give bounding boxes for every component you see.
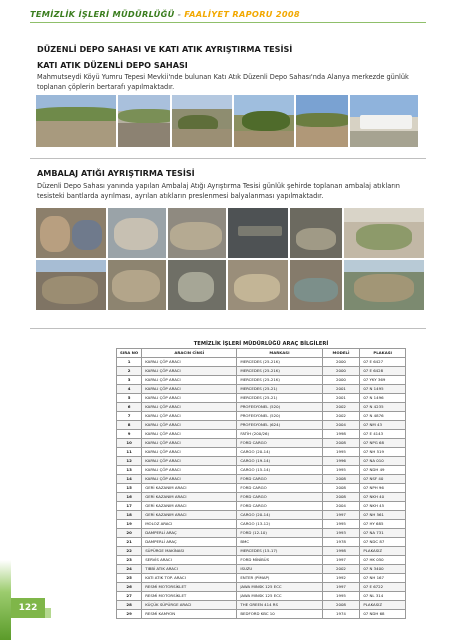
cell-type: RESMİ KAMYON: [142, 610, 237, 619]
table-row: [117, 448, 406, 457]
table-row: [117, 457, 406, 466]
table-row: [117, 466, 406, 475]
table-row: [117, 475, 406, 484]
table-row: [117, 403, 406, 412]
packaging-photo: [108, 260, 166, 310]
cell-model: 2000: [322, 367, 360, 376]
col-header-brand: MARKASI: [237, 349, 322, 358]
cell-no: 12: [117, 457, 142, 466]
cell-plate: 07 HY 685: [360, 520, 406, 529]
cell-no: 2: [117, 367, 142, 376]
cell-no: 27: [117, 592, 142, 601]
cell-brand: FORD (12-10): [237, 529, 322, 538]
page-side-bar: [0, 560, 11, 640]
cell-plate: 07 NM 43: [360, 421, 406, 430]
cell-no: 26: [117, 583, 142, 592]
cell-brand: MERCEDES (25-21): [237, 385, 322, 394]
packaging-photo: [168, 260, 226, 310]
cell-brand: CARGO (13-12): [237, 520, 322, 529]
cell-plate: 07 NA 731: [360, 529, 406, 538]
packaging-description: Düzenli Depo Sahası yanında yapılan Ambalaj Atığı Ayrıştırma Tesisi günlük şehirde toplanan ambalaj atıkların tesisteki bantlarda ayrılması, ayrılan atıkların preslenmesi balyalanması yapılmaktadır.: [37, 182, 400, 200]
cell-brand: BEDFORD KBC 10: [237, 610, 322, 619]
cell-plate: PLAKASIZ: [360, 601, 406, 610]
cell-model: 1995: [322, 448, 360, 457]
table-row: [117, 610, 406, 619]
cell-no: 6: [117, 403, 142, 412]
landfill-photo: [296, 95, 348, 147]
cell-plate: 07 NPH 96: [360, 484, 406, 493]
landfill-photos: [36, 95, 418, 147]
cell-brand: JAWA MINSK 125 ECC: [237, 583, 322, 592]
cell-model: 1995: [322, 466, 360, 475]
cell-model: 1995: [322, 520, 360, 529]
col-header-no: SIRA NO: [117, 349, 142, 358]
cell-type: KAPALI ÇÖP ARACI: [142, 385, 237, 394]
cell-plate: 07 NH 167: [360, 574, 406, 583]
vehicle-table-block: [116, 340, 406, 619]
packaging-photos-row-1: [36, 208, 424, 258]
cell-model: 1992: [322, 574, 360, 583]
table-row: [117, 358, 406, 367]
cell-brand: ISUZU: [237, 565, 322, 574]
cell-plate: 07 NDH 49: [360, 466, 406, 475]
cell-brand: FORD CARGO: [237, 493, 322, 502]
cell-no: 25: [117, 574, 142, 583]
cell-brand: FORD CARGO: [237, 475, 322, 484]
cell-model: 2008: [322, 475, 360, 484]
cell-type: KAPALI ÇÖP ARACI: [142, 448, 237, 457]
packaging-photo: [290, 260, 342, 310]
cell-brand: MERCEDES (25-21K): [237, 358, 322, 367]
cell-plate: 07 NSF 40: [360, 475, 406, 484]
section-title-landfill: DÜZENLİ DEPO SAHASI VE KATI ATIK AYRIŞTIRMA TESİSİ: [37, 44, 293, 54]
cell-plate: 07 NA 010: [360, 457, 406, 466]
cell-type: GERİ KAZANIM ARACI: [142, 502, 237, 511]
cell-plate: 07 NKH 40: [360, 493, 406, 502]
cell-no: 13: [117, 466, 142, 475]
cell-type: KAPALI ÇÖP ARACI: [142, 430, 237, 439]
cell-no: 5: [117, 394, 142, 403]
page-number: 122: [18, 603, 38, 613]
cell-model: 1993: [322, 529, 360, 538]
vehicle-table-body: [117, 358, 406, 619]
cell-brand: CARGO (19-14): [237, 457, 322, 466]
cell-model: 2001: [322, 394, 360, 403]
cell-plate: 07 HK 050: [360, 556, 406, 565]
table-row: [117, 394, 406, 403]
cell-model: 2008: [322, 484, 360, 493]
cell-type: DAMPERLİ ARAÇ: [142, 529, 237, 538]
cell-type: KÜÇÜK SÜPÜRGE ARACI: [142, 601, 237, 610]
packaging-photo: [344, 208, 424, 258]
table-header-row: [117, 349, 406, 358]
table-row: [117, 583, 406, 592]
cell-no: 15: [117, 484, 142, 493]
cell-no: 14: [117, 475, 142, 484]
cell-type: RESMİ MOTORSİKLET: [142, 583, 237, 592]
department-name: TEMİZLİK İŞLERİ MÜDÜRLÜĞÜ: [30, 9, 175, 19]
cell-model: 2002: [322, 565, 360, 574]
cell-no: 1: [117, 358, 142, 367]
cell-model: 2000: [322, 376, 360, 385]
cell-plate: 07 E 4143: [360, 430, 406, 439]
cell-brand: PROFESYONEL (624): [237, 421, 322, 430]
cell-brand: CARGO (15-14): [237, 466, 322, 475]
cell-type: SÜPÜRGE MAKİNASI: [142, 547, 237, 556]
cell-no: 11: [117, 448, 142, 457]
cell-type: KAPALI ÇÖP ARACI: [142, 475, 237, 484]
cell-brand: FATİH (200/26): [237, 430, 322, 439]
cell-plate: 07 N 4235: [360, 403, 406, 412]
cell-no: 4: [117, 385, 142, 394]
cell-brand: JAWA MINSK 125 ECC: [237, 592, 322, 601]
cell-plate: 07 NPG 68: [360, 439, 406, 448]
cell-model: 1997: [322, 511, 360, 520]
cell-plate: 07 E 6428: [360, 367, 406, 376]
cell-model: 2001: [322, 385, 360, 394]
cell-no: 16: [117, 493, 142, 502]
cell-model: 1996: [322, 457, 360, 466]
cell-model: 1974: [322, 610, 360, 619]
cell-type: KAPALI ÇÖP ARACI: [142, 412, 237, 421]
cell-type: GERİ KAZANIM ARACI: [142, 493, 237, 502]
cell-model: 1995: [322, 592, 360, 601]
cell-type: KAPALI ÇÖP ARACI: [142, 439, 237, 448]
cell-plate: 07 E 6427: [360, 358, 406, 367]
cell-plate: 07 N 1495: [360, 385, 406, 394]
table-row: [117, 538, 406, 547]
table-row: [117, 376, 406, 385]
cell-model: 2002: [322, 403, 360, 412]
cell-brand: MERCEDES (15-17): [237, 547, 322, 556]
cell-brand: FORD CARGO: [237, 439, 322, 448]
cell-plate: 07 YKY 369: [360, 376, 406, 385]
cell-type: SERVİS ARACI: [142, 556, 237, 565]
packaging-photo: [290, 208, 342, 258]
packaging-photo: [344, 260, 424, 310]
col-header-model: MODELİ: [322, 349, 360, 358]
landfill-photo: [118, 95, 170, 147]
cell-type: KAPALI ÇÖP ARACI: [142, 403, 237, 412]
cell-no: 23: [117, 556, 142, 565]
col-header-type: ARACIN CİNSİ: [142, 349, 237, 358]
cell-no: 17: [117, 502, 142, 511]
cell-brand: MERCEDES (25-21): [237, 394, 322, 403]
cell-no: 9: [117, 430, 142, 439]
section-subtitle-landfill: KATI ATIK DÜZENLİ DEPO SAHASI: [37, 60, 188, 70]
cell-no: 8: [117, 421, 142, 430]
packaging-photo: [228, 208, 288, 258]
cell-plate: 07 N 1496: [360, 394, 406, 403]
table-row: [117, 574, 406, 583]
landfill-description: Mahmutseydi Köyü Yumru Tepesi Mevkii'nde bulunan Katı Atık Düzenli Depo Sahası'nda Alanya merkezde günlük toplanan çöplerin bertarafı yapılmaktadır.: [37, 73, 409, 91]
cell-brand: THE GREEN 414 RS: [237, 601, 322, 610]
cell-plate: 07 N 4876: [360, 412, 406, 421]
cell-no: 19: [117, 520, 142, 529]
cell-type: KAPALI ÇÖP ARACI: [142, 367, 237, 376]
table-row: [117, 547, 406, 556]
cell-no: 18: [117, 511, 142, 520]
cell-brand: MERCEDES (25-21K): [237, 376, 322, 385]
cell-model: 2008: [322, 493, 360, 502]
cell-no: 28: [117, 601, 142, 610]
cell-brand: PROFESYONEL (520): [237, 412, 322, 421]
table-row: [117, 412, 406, 421]
table-row: [117, 592, 406, 601]
cell-type: MOLOZ ARACI: [142, 520, 237, 529]
cell-plate: 07 N 3400: [360, 565, 406, 574]
cell-brand: CARGO (20-14): [237, 448, 322, 457]
table-row: [117, 529, 406, 538]
packaging-photo: [108, 208, 166, 258]
cell-brand: MERCEDES (25-21K): [237, 367, 322, 376]
table-row: [117, 511, 406, 520]
vehicle-table-title: TEMİZLİK İŞLERİ MÜDÜRLÜĞÜ ARAÇ BİLGİLERİ: [193, 341, 329, 347]
cell-model: 1997: [322, 583, 360, 592]
cell-plate: 07 E 6722: [360, 583, 406, 592]
cell-plate: 07 NL 314: [360, 592, 406, 601]
packaging-photo: [36, 208, 106, 258]
section-divider: [30, 328, 426, 329]
cell-type: KAPALI ÇÖP ARACI: [142, 457, 237, 466]
cell-brand: CARGO (20-14): [237, 511, 322, 520]
cell-type: KAPALI ÇÖP ARACI: [142, 376, 237, 385]
cell-no: 7: [117, 412, 142, 421]
cell-plate: 07 NDH 68: [360, 610, 406, 619]
cell-no: 10: [117, 439, 142, 448]
cell-type: KAPALI ÇÖP ARACI: [142, 394, 237, 403]
cell-model: 1978: [322, 538, 360, 547]
header-divider: [30, 22, 426, 23]
packaging-photo: [36, 260, 106, 310]
page-number-strip: [45, 608, 51, 618]
vehicle-table: [116, 348, 406, 619]
table-row: [117, 439, 406, 448]
cell-type: KAPALI ÇÖP ARACI: [142, 421, 237, 430]
cell-brand: FORD CARGO: [237, 502, 322, 511]
cell-model: 1998: [322, 430, 360, 439]
cell-model: 2004: [322, 502, 360, 511]
cell-model: 2008: [322, 439, 360, 448]
packaging-photos-row-2: [36, 260, 424, 310]
cell-model: 1998: [322, 547, 360, 556]
table-row: [117, 385, 406, 394]
table-row: [117, 502, 406, 511]
cell-model: 2002: [322, 412, 360, 421]
cell-no: 3: [117, 376, 142, 385]
cell-brand: BMC: [237, 538, 322, 547]
table-row: [117, 520, 406, 529]
cell-brand: PROFESYONEL (520): [237, 403, 322, 412]
cell-no: 29: [117, 610, 142, 619]
col-header-plate: PLAKASI: [360, 349, 406, 358]
cell-plate: 07 NH 561: [360, 511, 406, 520]
cell-plate: 07 NDC 87: [360, 538, 406, 547]
cell-type: KAPALI ÇÖP ARACI: [142, 466, 237, 475]
cell-type: KAPALI ÇÖP ARACI: [142, 358, 237, 367]
cell-model: 2008: [322, 601, 360, 610]
cell-brand: ENTER (PİMAP): [237, 574, 322, 583]
cell-type: RESMİ MOTORSİKLET: [142, 592, 237, 601]
cell-no: 21: [117, 538, 142, 547]
section-divider: [30, 158, 426, 159]
cell-no: 20: [117, 529, 142, 538]
table-row: [117, 421, 406, 430]
cell-type: GERİ KAZANIM ARACI: [142, 484, 237, 493]
landfill-photo: [172, 95, 232, 147]
cell-brand: FORD CARGO: [237, 484, 322, 493]
cell-no: 22: [117, 547, 142, 556]
section-title-packaging: AMBALAJ ATIĞI AYRIŞTIRMA TESİSİ: [37, 168, 195, 178]
cell-plate: 07 NH 519: [360, 448, 406, 457]
cell-plate: 07 NKH 45: [360, 502, 406, 511]
landfill-photo: [36, 95, 116, 147]
packaging-photo: [168, 208, 226, 258]
packaging-photo: [228, 260, 288, 310]
landfill-photo: [234, 95, 294, 147]
cell-no: 24: [117, 565, 142, 574]
table-row: [117, 601, 406, 610]
cell-model: 2000: [322, 358, 360, 367]
cell-model: 1997: [322, 556, 360, 565]
report-title: FAALİYET RAPORU 2008: [184, 9, 300, 19]
cell-brand: FORD MİNİBÜS: [237, 556, 322, 565]
table-row: [117, 556, 406, 565]
table-row: [117, 493, 406, 502]
table-row: [117, 484, 406, 493]
cell-type: TIBBİ ATIK ARACI: [142, 565, 237, 574]
table-row: [117, 367, 406, 376]
table-row: [117, 565, 406, 574]
header-dash: -: [177, 9, 182, 19]
facility-photo: [350, 95, 418, 147]
report-header: [30, 6, 430, 22]
cell-type: DAMPERLİ ARAÇ: [142, 538, 237, 547]
cell-type: KATI ATIK TOP. ARACI: [142, 574, 237, 583]
table-row: [117, 430, 406, 439]
cell-type: GERİ KAZANIM ARACI: [142, 511, 237, 520]
cell-model: 2004: [322, 421, 360, 430]
cell-plate: PLAKASIZ: [360, 547, 406, 556]
